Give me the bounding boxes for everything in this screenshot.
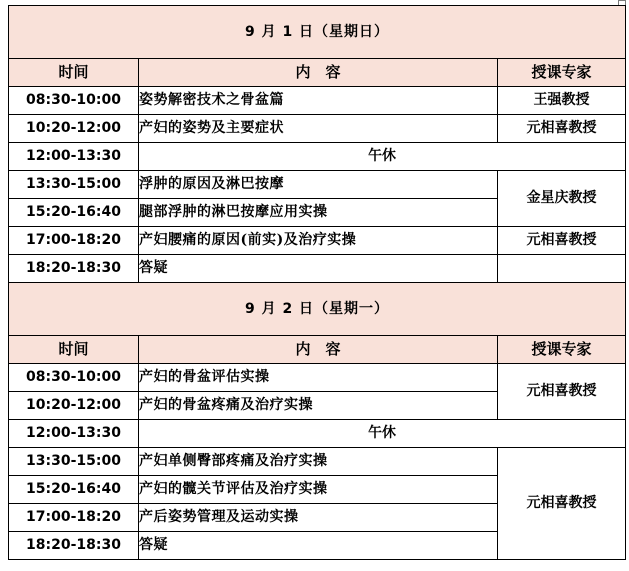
table-row: [9, 87, 626, 115]
day2-title-row: [9, 283, 626, 336]
expert-cell: 元相喜教授: [498, 364, 626, 420]
header-time: 时间: [9, 336, 139, 364]
content-cell: 产后姿势管理及运动实操: [139, 504, 498, 532]
content-cell: 产妇的姿势及主要症状: [139, 115, 498, 143]
day2-title: 9 月 2 日（星期一）: [9, 283, 626, 336]
time-cell: 08:30-10:00: [9, 87, 139, 115]
time-cell: 10:20-12:00: [9, 392, 139, 420]
expert-cell: 元相喜教授: [498, 448, 626, 560]
header-expert: 授课专家: [498, 59, 626, 87]
lunch-cell: 午休: [139, 420, 626, 448]
content-cell: 产妇的骨盆评估实操: [139, 364, 498, 392]
lunch-row: [9, 143, 626, 171]
content-cell: 姿势解密技术之骨盆篇: [139, 87, 498, 115]
time-cell: 15:20-16:40: [9, 199, 139, 227]
header-expert: 授课专家: [498, 336, 626, 364]
header-content: 内 容: [139, 336, 498, 364]
time-cell: 18:20-18:30: [9, 255, 139, 283]
time-cell: 13:30-15:00: [9, 171, 139, 199]
lunch-row: [9, 420, 626, 448]
header-time: 时间: [9, 59, 139, 87]
content-cell: 产妇单侧臀部疼痛及治疗实操: [139, 448, 498, 476]
day1-title-row: [9, 6, 626, 59]
day2-header-row: [9, 336, 626, 364]
expert-cell-empty: [498, 255, 626, 283]
day1-title: 9 月 1 日（星期日）: [9, 6, 626, 59]
time-cell: 10:20-12:00: [9, 115, 139, 143]
schedule-table: [8, 5, 626, 560]
expert-cell: 王强教授: [498, 87, 626, 115]
time-cell: 12:00-13:30: [9, 143, 139, 171]
content-cell: 腿部浮肿的淋巴按摩应用实操: [139, 199, 498, 227]
content-cell: 答疑: [139, 532, 498, 560]
time-cell: 18:20-18:30: [9, 532, 139, 560]
table-row: [9, 255, 626, 283]
time-cell: 15:20-16:40: [9, 476, 139, 504]
content-cell: 答疑: [139, 255, 498, 283]
time-cell: 13:30-15:00: [9, 448, 139, 476]
time-cell: 08:30-10:00: [9, 364, 139, 392]
content-cell: 浮肿的原因及淋巴按摩: [139, 171, 498, 199]
table-row: [9, 171, 626, 199]
content-cell: 产妇腰痛的原因(前实)及治疗实操: [139, 227, 498, 255]
lunch-cell: 午休: [139, 143, 626, 171]
table-row: [9, 115, 626, 143]
table-row: [9, 227, 626, 255]
header-content: 内 容: [139, 59, 498, 87]
time-cell: 17:00-18:20: [9, 504, 139, 532]
content-cell: 产妇的髋关节评估及治疗实操: [139, 476, 498, 504]
expert-cell: 元相喜教授: [498, 115, 626, 143]
table-row: [9, 448, 626, 476]
table-row: [9, 364, 626, 392]
expert-cell: 金星庆教授: [498, 171, 626, 227]
content-cell: 产妇的骨盆疼痛及治疗实操: [139, 392, 498, 420]
expert-cell: 元相喜教授: [498, 227, 626, 255]
day1-header-row: [9, 59, 626, 87]
time-cell: 17:00-18:20: [9, 227, 139, 255]
time-cell: 12:00-13:30: [9, 420, 139, 448]
